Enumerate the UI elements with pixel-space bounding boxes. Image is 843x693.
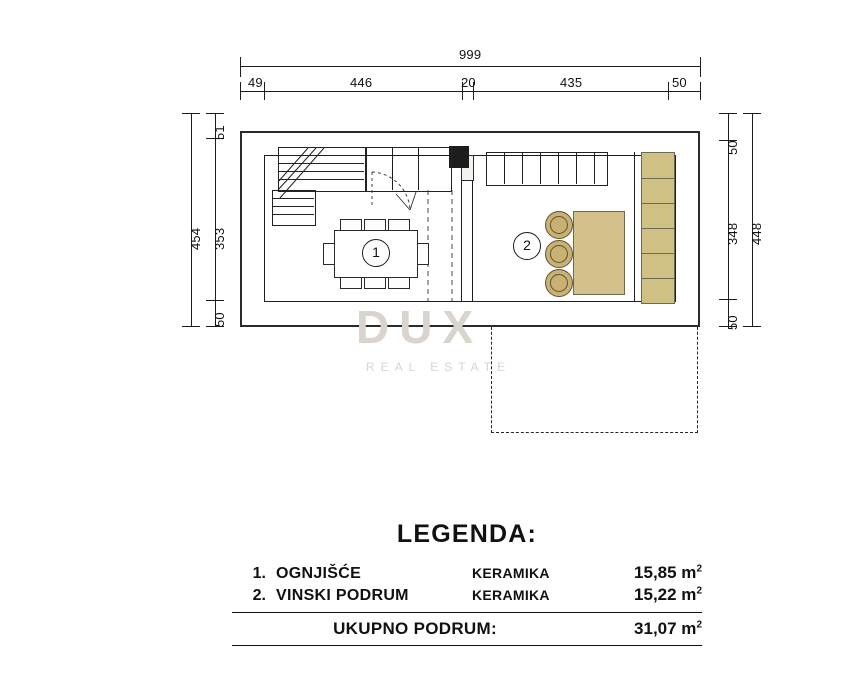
legend-area-value: 15,22 m bbox=[634, 585, 697, 604]
dim-line-left-inner bbox=[215, 113, 216, 326]
terrace-outline-dashed bbox=[491, 327, 698, 433]
legend-area-unit: 2 bbox=[696, 585, 702, 597]
stair-riser bbox=[504, 152, 505, 184]
watermark-tagline: REAL ESTATE bbox=[366, 360, 512, 374]
chair bbox=[340, 219, 362, 231]
room-marker-1: 1 bbox=[362, 239, 390, 267]
stair-lower-left bbox=[272, 190, 316, 226]
wall-outer-right bbox=[698, 131, 700, 327]
legend-divider bbox=[232, 612, 702, 613]
room-marker-2: 2 bbox=[513, 232, 541, 260]
stair-riser bbox=[594, 152, 595, 184]
dim-tick bbox=[719, 113, 737, 114]
legend-total-row bbox=[232, 619, 702, 639]
dim-left-353: 353 bbox=[212, 227, 227, 250]
legend-row bbox=[232, 563, 702, 583]
dim-tick bbox=[206, 113, 224, 114]
legend-area bbox=[592, 563, 702, 583]
dim-left-51: 51 bbox=[212, 125, 227, 140]
legend-total-value: 31,07 m bbox=[634, 619, 697, 638]
legend-area bbox=[592, 585, 702, 605]
rack-shelf bbox=[642, 203, 674, 204]
wall-outer-left bbox=[240, 131, 242, 327]
dim-left-50: 50 bbox=[212, 312, 227, 327]
dim-seg-446: 446 bbox=[350, 75, 373, 90]
dim-right-50-top: 50 bbox=[725, 140, 740, 155]
dim-tick bbox=[206, 300, 224, 301]
legend-total-label: UKUPNO PODRUM: bbox=[333, 619, 497, 638]
legend-total-area bbox=[572, 619, 702, 639]
dim-tick bbox=[240, 57, 241, 77]
rack-shelf bbox=[642, 278, 674, 279]
dim-tick bbox=[700, 57, 701, 77]
chair bbox=[388, 277, 410, 289]
legend-index: 2. bbox=[252, 587, 266, 604]
chair bbox=[364, 219, 386, 231]
legend-row bbox=[232, 585, 702, 605]
dim-line-right-outer bbox=[752, 113, 753, 326]
barrel bbox=[545, 240, 573, 268]
dim-tick bbox=[668, 82, 669, 100]
dim-right-448: 448 bbox=[749, 222, 764, 245]
dim-tick bbox=[743, 113, 761, 114]
legend-total-unit: 2 bbox=[696, 619, 702, 631]
dim-line-segments-top bbox=[240, 91, 700, 92]
legend-material: KERAMIKA bbox=[472, 587, 550, 603]
column-block bbox=[449, 146, 469, 168]
rack-shelf bbox=[642, 178, 674, 179]
dim-tick bbox=[182, 113, 200, 114]
barrel bbox=[545, 211, 573, 239]
dim-tick bbox=[182, 326, 200, 327]
dim-tick bbox=[240, 82, 241, 100]
stair-riser bbox=[576, 152, 577, 184]
legend-area-unit: 2 bbox=[696, 563, 702, 575]
chair bbox=[364, 277, 386, 289]
legend-index: 1. bbox=[252, 565, 266, 582]
legend-title: LEGENDA: bbox=[396, 520, 538, 548]
legend-block bbox=[232, 520, 702, 646]
dim-tick bbox=[743, 326, 761, 327]
stair-tread bbox=[272, 198, 314, 199]
dim-tick bbox=[719, 299, 737, 300]
wine-rack bbox=[641, 152, 675, 304]
dim-right-348: 348 bbox=[725, 222, 740, 245]
dim-seg-435: 435 bbox=[560, 75, 583, 90]
dim-line-total-top bbox=[240, 66, 700, 67]
stair-tread bbox=[272, 214, 314, 215]
legend-material: KERAMIKA bbox=[472, 565, 550, 581]
dim-left-454: 454 bbox=[188, 227, 203, 250]
stair-riser bbox=[522, 152, 523, 184]
rack-shelf bbox=[642, 228, 674, 229]
watermark-logo: DUX bbox=[356, 301, 484, 353]
dim-right-50-bottom: 50 bbox=[725, 315, 740, 330]
wall-outer-top bbox=[240, 131, 700, 133]
stair-tread bbox=[272, 206, 314, 207]
legend-bottom-rule bbox=[232, 645, 702, 646]
dim-seg-20: 20 bbox=[461, 75, 476, 90]
legend-room-name: OGNJIŠĆE bbox=[276, 565, 362, 582]
rack-edge-line bbox=[634, 152, 635, 302]
stair-riser bbox=[558, 152, 559, 184]
stair-riser bbox=[540, 152, 541, 184]
legend-room-name: VINSKI PODRUM bbox=[276, 587, 409, 604]
dim-line-left-outer bbox=[191, 113, 192, 326]
dim-total-top: 999 bbox=[459, 47, 482, 62]
dim-seg-50: 50 bbox=[672, 75, 687, 90]
chair bbox=[417, 243, 429, 265]
wall-inner-right bbox=[675, 155, 676, 302]
legend-area-value: 15,85 m bbox=[634, 563, 697, 582]
barrel bbox=[545, 269, 573, 297]
dim-tick bbox=[264, 82, 265, 100]
wine-tasting-table bbox=[573, 211, 625, 295]
dim-tick bbox=[700, 82, 701, 100]
rack-shelf bbox=[642, 253, 674, 254]
chair bbox=[323, 243, 335, 265]
chair bbox=[340, 277, 362, 289]
chair bbox=[388, 219, 410, 231]
dim-seg-49: 49 bbox=[248, 75, 263, 90]
